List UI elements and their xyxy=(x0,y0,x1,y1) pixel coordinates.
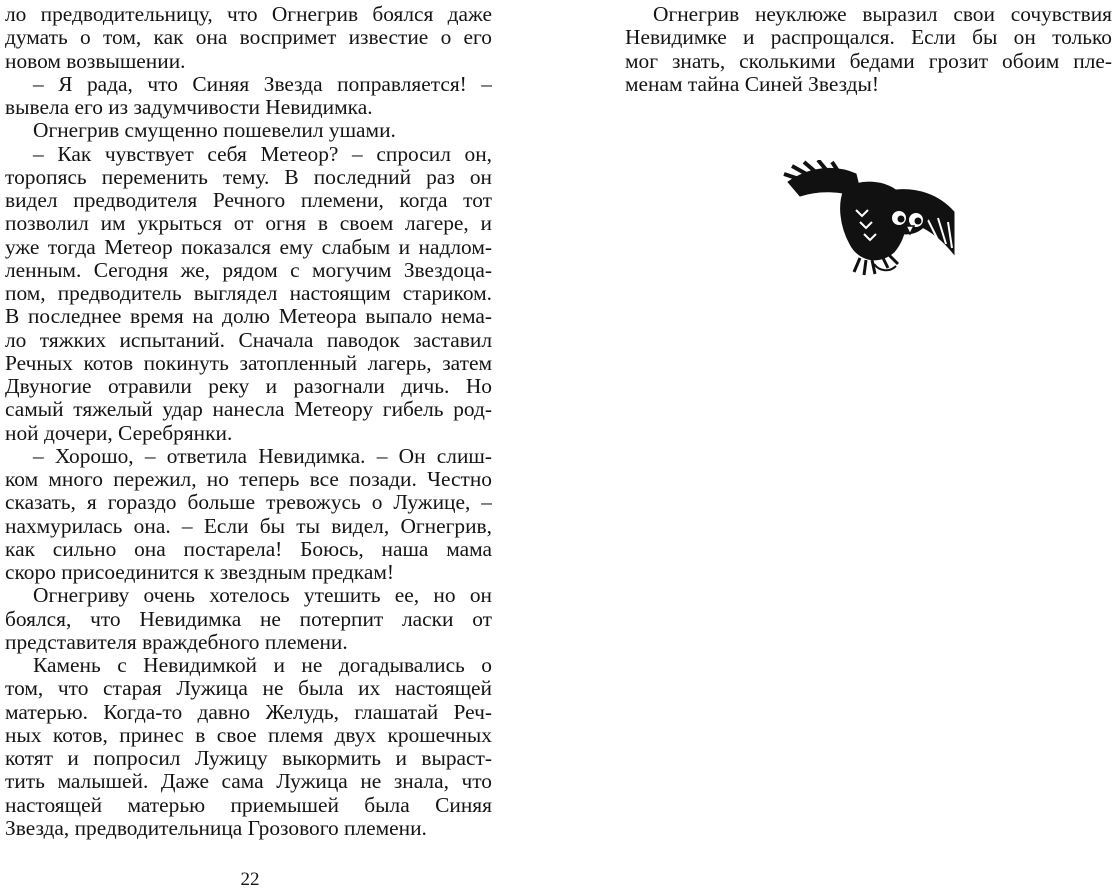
text-line: тить малышей. Даже сама Лужица не знала, что xyxy=(5,770,492,794)
text-line: – Как чувствует себя Метеор? – спросил он, xyxy=(33,142,492,166)
text-line: ленным. Сегодня же, рядом с могучим Звездоца- xyxy=(5,258,492,282)
text-line: Камень с Невидимкой и не догадывались о xyxy=(33,654,492,677)
text-line: ло тяжких испытаний. Сначала паводок заставил xyxy=(5,328,492,352)
text-line: позволил им укрыться от огня в своем лагере, и xyxy=(5,212,492,236)
text-line: скоро присоединится к звездным предкам! xyxy=(5,561,395,584)
text-line: – Хорошо, – ответила Невидимка. – Он слиш- xyxy=(33,444,492,468)
text-line: менам тайна Синей Звезды! xyxy=(625,72,880,96)
page-number: 22 xyxy=(240,869,260,890)
text-line: В последнее время на долю Метеора выпало нема- xyxy=(5,305,492,329)
text-line: ло предводительницу, что Огнегрив боялся даже xyxy=(5,3,492,26)
text-line: Речных котов покинуть затопленный лагерь, затем xyxy=(5,351,492,375)
left-text-column xyxy=(5,3,492,840)
text-line: Огнегриву очень хотелось утешить ее, но он xyxy=(33,584,492,608)
text-line: мог знать, сколькими бедами грозит обоим пле- xyxy=(625,49,1112,73)
text-line: Двуногие отравили реку и разогнали дичь. Но xyxy=(5,375,492,398)
text-line: уже тогда Метеор показался ему слабым и надлом- xyxy=(5,235,492,259)
text-line: торопясь переменить тему. В последний раз он xyxy=(5,165,492,189)
text-line: настоящей матерью приемышей была Синяя xyxy=(5,793,492,817)
right-text-column xyxy=(625,3,1112,96)
text-line: ных котов, принес в свое племя двух крошечных xyxy=(5,723,492,747)
text-line: Огнегрив неуклюже выразил свои сочувствия xyxy=(653,3,1112,26)
text-line: Огнегрив смущенно пошевелил ушами. xyxy=(33,119,396,143)
text-line: как сильно она постарела! Боюсь, наша мама xyxy=(5,537,492,561)
owl-illustration xyxy=(778,160,956,278)
text-line: ком много пережил, но теперь все позади. Честно xyxy=(5,468,492,491)
text-line: – Я рада, что Синяя Звезда поправляется! – xyxy=(33,72,492,96)
text-line: котят и попросил Лужицу выкормить и выраст- xyxy=(5,747,492,770)
text-line: Звезда, предводительница Грозового племени. xyxy=(5,816,427,840)
text-line: ной дочери, Серебрянки. xyxy=(5,421,233,445)
text-line: пом, предводитель выглядел настоящим стариком. xyxy=(5,282,492,305)
text-line: видел предводителя Речного племени, когда тот xyxy=(5,189,492,212)
text-line: Невидимке и распрощался. Если бы он только xyxy=(625,26,1112,50)
text-line: матерью. Когда-то давно Желудь, глашатай Реч- xyxy=(5,700,492,724)
text-line: том, что старая Лужица не была их настоящей xyxy=(5,677,492,701)
text-line: сказать, я гораздо больше тревожусь о Лужице, – xyxy=(5,491,492,515)
text-line: нахмурилась она. – Если бы ты видел, Огнегрив, xyxy=(5,514,492,538)
text-line: самый тяжелый удар нанесла Метеору гибель род- xyxy=(5,398,492,422)
text-line: думать о том, как она воспримет известие о его xyxy=(5,26,492,50)
text-line: вывела его из задумчивости Невидимка. xyxy=(5,96,373,119)
text-line: представителя враждебного племени. xyxy=(5,630,348,654)
text-line: новом возвышении. xyxy=(5,49,186,73)
text-line: боялся, что Невидимка не потерпит ласки от xyxy=(5,607,492,631)
